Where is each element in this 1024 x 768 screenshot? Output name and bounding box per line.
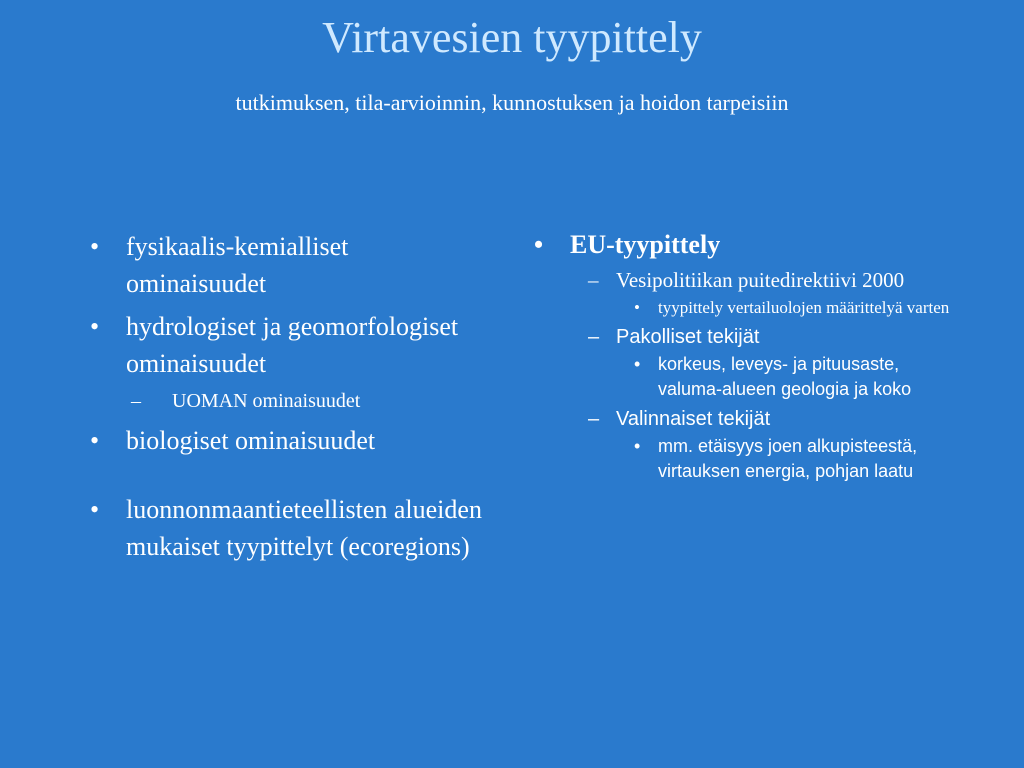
left-bullet-list <box>84 228 484 571</box>
sub-list-item <box>528 406 958 432</box>
list-item-text: hydrologiset ja geomorfologiset ominaisuudet <box>126 312 459 378</box>
bullet-dot-icon: • <box>90 312 100 341</box>
sub-list-item-text: UOMAN ominaisuudet <box>172 390 361 412</box>
sub-list-item <box>131 388 484 414</box>
list-item <box>84 422 484 459</box>
sub-list-item <box>528 267 958 293</box>
bullet-dot-icon: • <box>634 354 641 374</box>
list-item <box>84 228 484 302</box>
sub-sub-list-item <box>528 434 958 484</box>
sub-sub-list-item-text: tyypittely vertailuolojen määrittelyä varten <box>658 298 950 317</box>
list-heading <box>528 228 958 261</box>
sub-list-item <box>528 324 958 350</box>
sub-list-item-text: Valinnaiset tekijät <box>616 408 771 430</box>
sub-sub-list-item-text: mm. etäisyys joen alkupisteestä, virtauksen energia, pohjan laatu <box>658 436 918 481</box>
sub-list <box>84 388 484 414</box>
sub-sub-list-item-text: korkeus, leveys- ja pituusaste, valuma-alueen geologia ja koko <box>658 354 912 399</box>
bullet-dash-icon: – <box>588 268 599 292</box>
sub-sub-list-item <box>528 352 958 402</box>
sub-list-item-text: Vesipolitiikan puitedirektiivi 2000 <box>616 268 905 292</box>
list-item-text: luonnonmaantieteellisten alueiden mukaiset tyypittelyt (ecoregions) <box>126 495 482 561</box>
list-item-text: biologiset ominaisuudet <box>126 426 376 455</box>
sub-list-item-text: Pakolliset tekijät <box>616 326 760 348</box>
list-item <box>84 491 484 565</box>
bullet-dot-icon: • <box>90 495 100 524</box>
list-heading-text: EU-tyypittely <box>570 230 721 259</box>
right-bullet-list <box>528 228 958 486</box>
bullet-dash-icon: – <box>588 326 600 348</box>
list-item <box>84 308 484 382</box>
slide-subtitle: tutkimuksen, tila-arvioinnin, kunnostuksen ja hoidon tarpeisiin <box>235 90 789 115</box>
bullet-dot-icon: • <box>634 436 641 456</box>
bullet-dash-icon: – <box>588 408 600 430</box>
bullet-dot-icon: • <box>90 232 100 261</box>
slide-title: Virtavesien tyypittely <box>322 13 702 62</box>
bullet-dot-icon: • <box>90 426 100 455</box>
bullet-dot-icon: • <box>634 298 640 317</box>
bullet-dash-icon: – <box>131 390 141 412</box>
sub-sub-list-item <box>528 295 958 320</box>
bullet-dot-icon: • <box>534 230 544 259</box>
list-item-text: fysikaalis-kemialliset ominaisuudet <box>126 232 349 298</box>
